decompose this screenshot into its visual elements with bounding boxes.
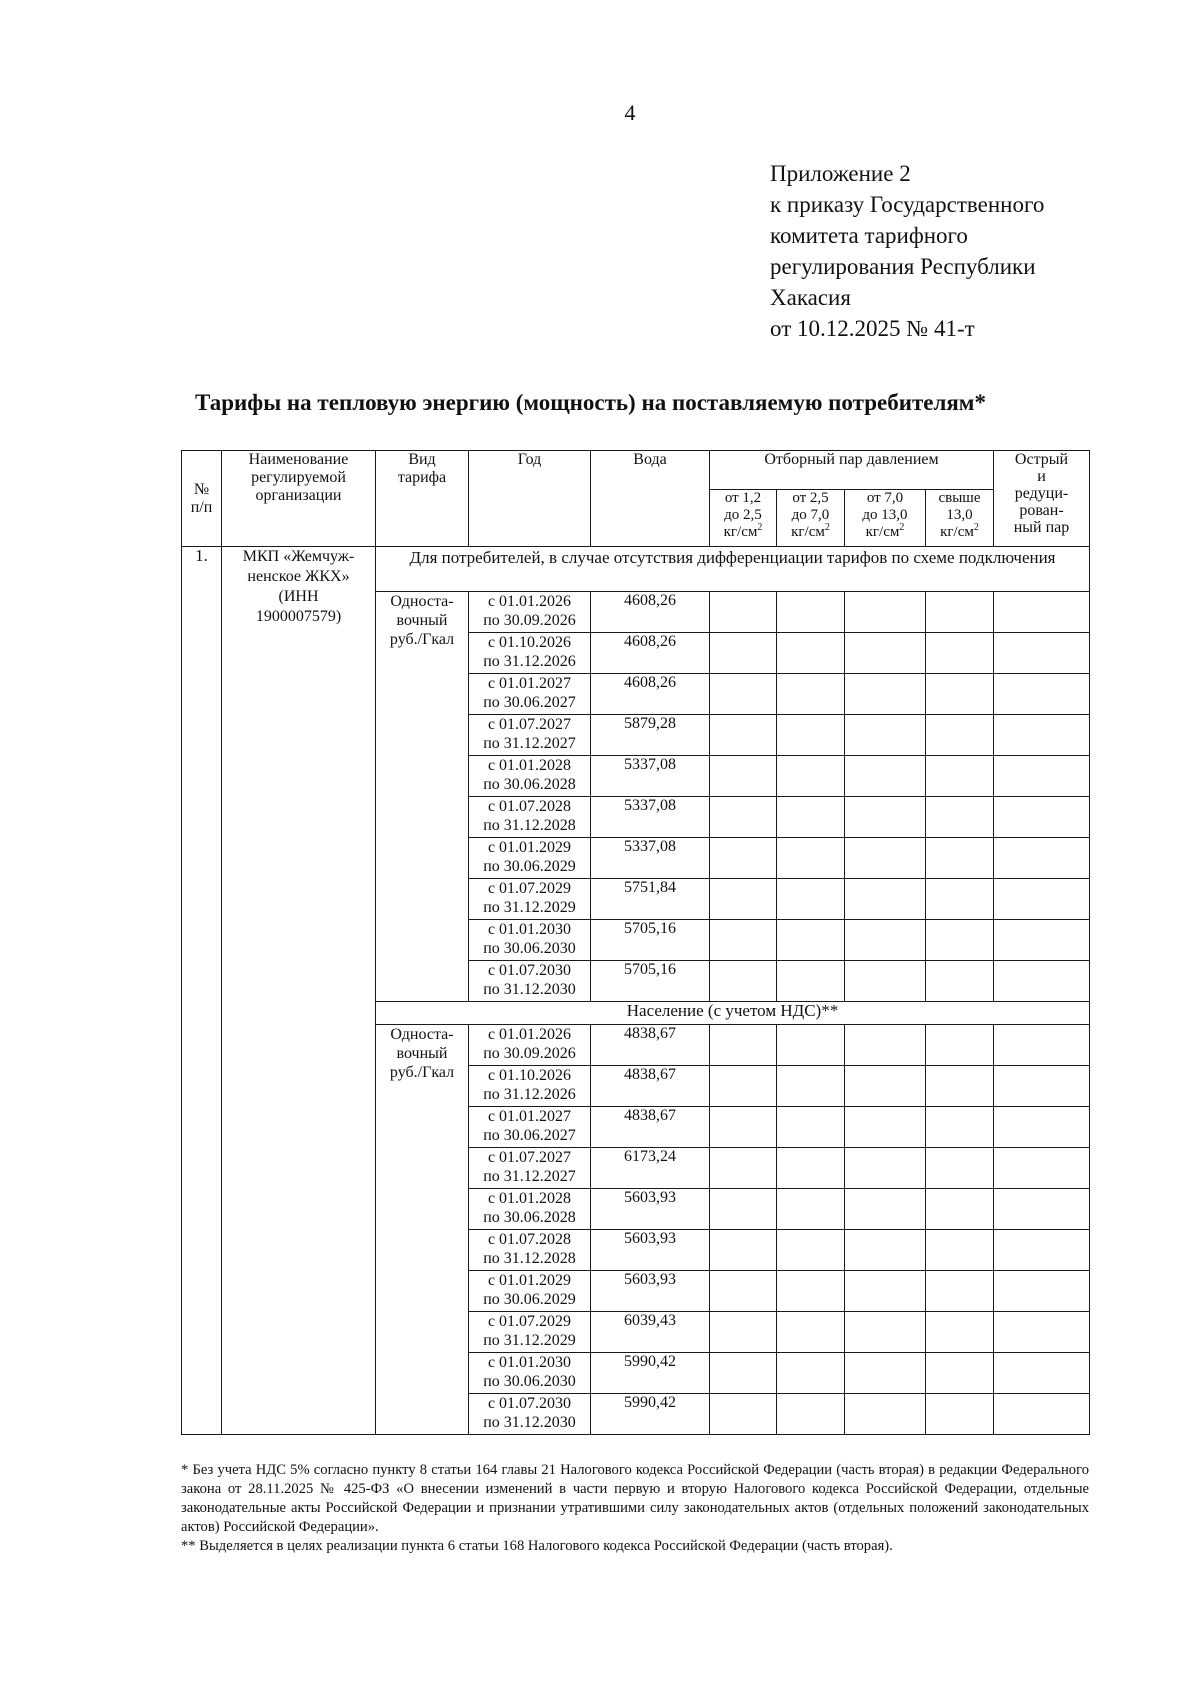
empty-cell: [926, 1353, 994, 1394]
empty-cell: [777, 756, 845, 797]
empty-cell: [845, 633, 926, 674]
empty-cell: [845, 1066, 926, 1107]
empty-cell: [926, 920, 994, 961]
empty-cell: [845, 592, 926, 633]
table-body: [182, 547, 1090, 1435]
empty-cell: [994, 592, 1090, 633]
water-tariff-cell: 5990,42: [591, 1394, 710, 1435]
period-cell: с 01.01.2026 по 30.09.2026: [469, 592, 591, 633]
header-pressure-1: от 1,2 до 2,5 $кг/см^2$: [710, 490, 777, 547]
empty-cell: [710, 1353, 777, 1394]
empty-cell: [710, 1230, 777, 1271]
period-cell: с 01.07.2027 по 31.12.2027: [469, 715, 591, 756]
empty-cell: [926, 797, 994, 838]
empty-cell: [710, 633, 777, 674]
empty-cell: [926, 756, 994, 797]
water-tariff-cell: 6173,24: [591, 1148, 710, 1189]
organization-name: МКП «Жемчуж- ненское ЖКХ» (ИНН 1900007579): [222, 547, 376, 1435]
empty-cell: [777, 1230, 845, 1271]
empty-cell: [926, 1148, 994, 1189]
empty-cell: [994, 797, 1090, 838]
empty-cell: [926, 879, 994, 920]
row-number: 1.: [182, 547, 222, 1435]
appendix-line: к приказу Государственного: [770, 192, 1045, 217]
page-number: 4: [624, 100, 636, 125]
empty-cell: [777, 1148, 845, 1189]
empty-cell: [777, 674, 845, 715]
water-tariff-cell: 5337,08: [591, 797, 710, 838]
empty-cell: [845, 1230, 926, 1271]
header-row: [182, 451, 1090, 490]
period-cell: с 01.07.2030 по 31.12.2030: [469, 961, 591, 1002]
water-tariff-cell: 5603,93: [591, 1271, 710, 1312]
header-pressure-4: свыше 13,0 $кг/см^2$: [926, 490, 994, 547]
empty-cell: [926, 715, 994, 756]
empty-cell: [777, 633, 845, 674]
header-steam: Отборный пар давлением: [710, 451, 994, 490]
appendix-line: комитета тарифного: [770, 223, 968, 248]
empty-cell: [926, 961, 994, 1002]
empty-cell: [926, 674, 994, 715]
period-cell: с 01.07.2027 по 31.12.2027: [469, 1148, 591, 1189]
empty-cell: [777, 1066, 845, 1107]
empty-cell: [994, 879, 1090, 920]
tariff-type-consumers: Односта- вочный руб./Гкал: [376, 592, 469, 1002]
period-cell: с 01.01.2028 по 30.06.2028: [469, 756, 591, 797]
empty-cell: [994, 715, 1090, 756]
section-title-population: Население (с учетом НДС)**: [376, 1002, 1090, 1025]
empty-cell: [710, 1066, 777, 1107]
empty-cell: [777, 1271, 845, 1312]
water-tariff-cell: 5705,16: [591, 920, 710, 961]
header-number: № п/п: [182, 451, 222, 547]
empty-cell: [926, 1107, 994, 1148]
empty-cell: [926, 1271, 994, 1312]
empty-cell: [994, 1107, 1090, 1148]
water-tariff-cell: 5603,93: [591, 1189, 710, 1230]
empty-cell: [710, 797, 777, 838]
empty-cell: [994, 920, 1090, 961]
empty-cell: [710, 920, 777, 961]
empty-cell: [994, 1312, 1090, 1353]
period-cell: с 01.10.2026 по 31.12.2026: [469, 1066, 591, 1107]
water-tariff-cell: 5751,84: [591, 879, 710, 920]
empty-cell: [994, 1066, 1090, 1107]
empty-cell: [710, 1271, 777, 1312]
empty-cell: [710, 674, 777, 715]
empty-cell: [710, 756, 777, 797]
appendix-line: Приложение 2: [770, 161, 911, 186]
empty-cell: [994, 674, 1090, 715]
section-row: [182, 547, 1090, 592]
empty-cell: [777, 920, 845, 961]
empty-cell: [926, 1394, 994, 1435]
empty-cell: [926, 838, 994, 879]
empty-cell: [845, 838, 926, 879]
empty-cell: [926, 1189, 994, 1230]
empty-cell: [777, 838, 845, 879]
footnotes: [181, 1461, 1089, 1556]
empty-cell: [845, 1353, 926, 1394]
water-tariff-cell: 4838,67: [591, 1107, 710, 1148]
empty-cell: [926, 1312, 994, 1353]
empty-cell: [777, 797, 845, 838]
water-tariff-cell: 4608,26: [591, 674, 710, 715]
empty-cell: [710, 1025, 777, 1066]
empty-cell: [994, 1148, 1090, 1189]
period-cell: с 01.01.2030 по 30.06.2030: [469, 1353, 591, 1394]
empty-cell: [710, 879, 777, 920]
water-tariff-cell: 5879,28: [591, 715, 710, 756]
empty-cell: [777, 1025, 845, 1066]
appendix-line: регулирования Республики: [770, 254, 1036, 279]
water-tariff-cell: 4838,67: [591, 1025, 710, 1066]
empty-cell: [845, 674, 926, 715]
empty-cell: [710, 961, 777, 1002]
empty-cell: [994, 1394, 1090, 1435]
header-tariff-type: Вид тарифа: [376, 451, 469, 547]
empty-cell: [845, 1271, 926, 1312]
empty-cell: [845, 1394, 926, 1435]
empty-cell: [926, 633, 994, 674]
empty-cell: [994, 1230, 1090, 1271]
empty-cell: [845, 1148, 926, 1189]
period-cell: с 01.07.2029 по 31.12.2029: [469, 879, 591, 920]
empty-cell: [926, 1025, 994, 1066]
period-cell: с 01.01.2026 по 30.09.2026: [469, 1025, 591, 1066]
empty-cell: [777, 961, 845, 1002]
water-tariff-cell: 4608,26: [591, 633, 710, 674]
empty-cell: [777, 715, 845, 756]
header-water: Вода: [591, 451, 710, 547]
water-tariff-cell: 4608,26: [591, 592, 710, 633]
period-cell: с 01.07.2030 по 31.12.2030: [469, 1394, 591, 1435]
empty-cell: [994, 961, 1090, 1002]
empty-cell: [994, 838, 1090, 879]
empty-cell: [845, 797, 926, 838]
water-tariff-cell: 5603,93: [591, 1230, 710, 1271]
appendix-line: от 10.12.2025 № 41-т: [770, 316, 975, 341]
empty-cell: [777, 1353, 845, 1394]
period-cell: с 01.07.2028 по 31.12.2028: [469, 1230, 591, 1271]
water-tariff-cell: 5990,42: [591, 1353, 710, 1394]
header-pressure-2: от 2,5 до 7,0 $кг/см^2$: [777, 490, 845, 547]
section-title-consumers: Для потребителей, в случае отсутствия дифференциации тарифов по схеме подключения: [376, 547, 1090, 592]
empty-cell: [710, 715, 777, 756]
header-organization: Наименование регулируемой организации: [222, 451, 376, 547]
empty-cell: [994, 756, 1090, 797]
tariff-table: [181, 450, 1090, 1435]
empty-cell: [845, 920, 926, 961]
period-cell: с 01.07.2029 по 31.12.2029: [469, 1312, 591, 1353]
appendix-line: Хакасия: [770, 285, 851, 310]
empty-cell: [777, 1107, 845, 1148]
empty-cell: [845, 1025, 926, 1066]
empty-cell: [845, 1312, 926, 1353]
empty-cell: [926, 1230, 994, 1271]
period-cell: с 01.07.2028 по 31.12.2028: [469, 797, 591, 838]
empty-cell: [710, 1394, 777, 1435]
period-cell: с 01.01.2027 по 30.06.2027: [469, 1107, 591, 1148]
empty-cell: [845, 1189, 926, 1230]
empty-cell: [926, 1066, 994, 1107]
empty-cell: [777, 879, 845, 920]
empty-cell: [845, 961, 926, 1002]
empty-cell: [845, 879, 926, 920]
water-tariff-cell: 4838,67: [591, 1066, 710, 1107]
header-pressure-3: от 7,0 до 13,0 $кг/см^2$: [845, 490, 926, 547]
empty-cell: [777, 1312, 845, 1353]
period-cell: с 01.01.2030 по 30.06.2030: [469, 920, 591, 961]
empty-cell: [845, 1107, 926, 1148]
appendix-block: [770, 158, 1044, 344]
empty-cell: [710, 1312, 777, 1353]
empty-cell: [710, 592, 777, 633]
water-tariff-cell: 5705,16: [591, 961, 710, 1002]
empty-cell: [994, 1271, 1090, 1312]
empty-cell: [710, 1107, 777, 1148]
empty-cell: [777, 1189, 845, 1230]
header-acute-steam: Острый и редуци- рован- ный пар: [994, 451, 1090, 547]
period-cell: с 01.01.2028 по 30.06.2028: [469, 1189, 591, 1230]
water-tariff-cell: 5337,08: [591, 838, 710, 879]
empty-cell: [777, 1394, 845, 1435]
empty-cell: [926, 592, 994, 633]
empty-cell: [994, 633, 1090, 674]
period-cell: с 01.10.2026 по 31.12.2026: [469, 633, 591, 674]
empty-cell: [994, 1189, 1090, 1230]
footnote-1: * Без учета НДС 5% согласно пункту 8 статьи 164 главы 21 Налогового кодекса Российской Федерации (часть вторая) в редакции Федерального закона от 28.11.2025 № 425-ФЗ «О внесении изменений в части первую и вторую Налогового кодекса Российской Федерации, отдельные законодательные акты Российской Федерации и признании утратившими силу законодательных актов (отдельных положений законодательных актов) Российской Федерации».: [181, 1462, 1089, 1535]
period-cell: с 01.01.2027 по 30.06.2027: [469, 674, 591, 715]
period-cell: с 01.01.2029 по 30.06.2029: [469, 1271, 591, 1312]
footnote-2: ** Выделяется в целях реализации пункта 6 статьи 168 Налогового кодекса Российской Федерации (часть вторая).: [181, 1538, 893, 1554]
empty-cell: [994, 1025, 1090, 1066]
period-cell: с 01.01.2029 по 30.06.2029: [469, 838, 591, 879]
water-tariff-cell: 5337,08: [591, 756, 710, 797]
tariff-type-population: Односта- вочный руб./Гкал: [376, 1025, 469, 1435]
empty-cell: [710, 1148, 777, 1189]
empty-cell: [845, 756, 926, 797]
empty-cell: [710, 838, 777, 879]
empty-cell: [994, 1353, 1090, 1394]
empty-cell: [710, 1189, 777, 1230]
water-tariff-cell: 6039,43: [591, 1312, 710, 1353]
header-year: Год: [469, 451, 591, 547]
empty-cell: [777, 592, 845, 633]
document-title: Тарифы на тепловую энергию (мощность) на поставляемую потребителям*: [195, 390, 986, 415]
empty-cell: [845, 715, 926, 756]
